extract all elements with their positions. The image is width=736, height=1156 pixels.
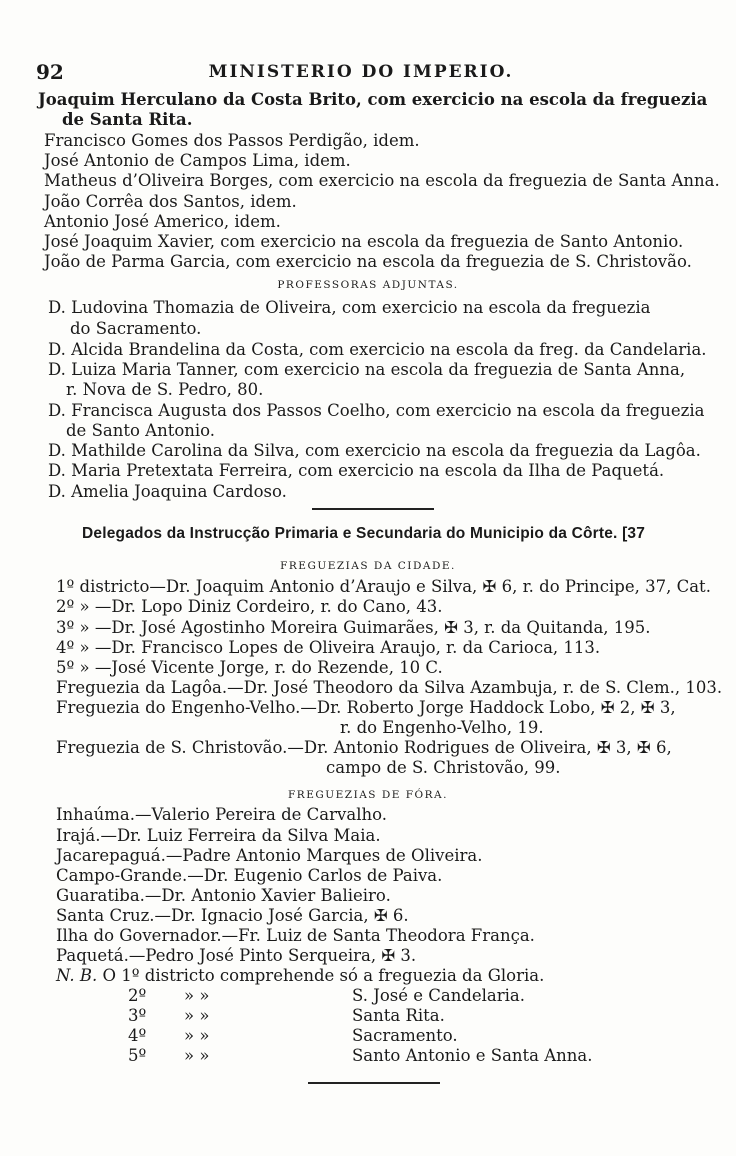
adjunta-line: D. Luiza Maria Tanner, com exercicio na escola da freguezia de Santa Anna, <box>48 360 686 379</box>
parish-line: Santa Cruz.—Dr. Ignacio José Garcia, ✠ 6. <box>56 906 409 925</box>
professor-line: Francisco Gomes dos Passos Perdigão, idem. <box>44 131 420 150</box>
professor-line: João Corrêa dos Santos, idem. <box>44 192 297 211</box>
delegados-heading: Delegados da Instrucção Primaria e Secundaria do Municipio da Côrte. [37 <box>82 525 646 542</box>
section-heading-fora: FREGUEZIAS DE FÓRA. <box>288 789 448 801</box>
district-line: 3º » —Dr. José Agostinho Moreira Guimarães, ✠ 3, r. da Quitanda, 195. <box>56 618 651 637</box>
adjunta-line: D. Ludovina Thomazia de Oliveira, com exercicio na escola da freguezia <box>48 298 651 317</box>
section-heading-cidade: FREGUEZIAS DA CIDADE. <box>280 560 456 572</box>
district-line: 2º » —Dr. Lopo Diniz Cordeiro, r. do Cano, 43. <box>56 597 443 616</box>
district-line: 1º districto—Dr. Joaquim Antonio d’Araujo e Silva, ✠ 6, r. do Principe, 37, Cat. <box>56 577 711 596</box>
adjunta-line: D. Alcida Brandelina da Costa, com exercicio na escola da freg. da Candelaria. <box>48 340 707 359</box>
district-line: 4º » —Dr. Francisco Lopes de Oliveira Araujo, r. da Carioca, 113. <box>56 638 601 657</box>
adjunta-line: r. Nova de S. Pedro, 80. <box>66 380 264 399</box>
adjunta-line: D. Mathilde Carolina da Silva, com exercicio na escola da freguezia da Lagôa. <box>48 441 701 460</box>
note-place: Santa Rita. <box>352 1006 445 1025</box>
note-line <box>56 966 544 986</box>
bottom-divider <box>308 1082 440 1084</box>
note-mark: » » <box>184 1046 210 1065</box>
district-line: r. do Engenho-Velho, 19. <box>340 718 544 737</box>
adjunta-line: do Sacramento. <box>70 319 202 338</box>
page-number: 92 <box>36 60 64 84</box>
note-num: 2º <box>128 986 147 1005</box>
parish-line: Guaratiba.—Dr. Antonio Xavier Balieiro. <box>56 886 391 905</box>
parish-line: Paquetá.—Pedro José Pinto Serqueira, ✠ 3. <box>56 946 417 965</box>
note-mark: » » <box>184 1006 210 1025</box>
note-num: 5º <box>128 1046 147 1065</box>
note-place: Santo Antonio e Santa Anna. <box>352 1046 593 1065</box>
note-place: S. José e Candelaria. <box>352 986 526 1005</box>
section-heading-adjuntas: PROFESSORAS ADJUNTAS. <box>277 279 459 291</box>
parish-line: Jacarepaguá.—Padre Antonio Marques de Oliveira. <box>56 846 483 865</box>
professor-line: José Joaquim Xavier, com exercicio na escola da freguezia de Santo Antonio. <box>44 232 684 251</box>
parish-line: Inhaúma.—Valerio Pereira de Carvalho. <box>56 805 387 824</box>
professor-line: José Antonio de Campos Lima, idem. <box>44 151 351 170</box>
note-place: Sacramento. <box>352 1026 458 1045</box>
parish-line: Irajá.—Dr. Luiz Ferreira da Silva Maia. <box>56 826 381 845</box>
note-num: 3º <box>128 1006 147 1025</box>
running-title: MINISTERIO DO IMPERIO. <box>208 62 514 82</box>
section-divider <box>312 508 434 510</box>
district-line: 5º » —José Vicente Jorge, r. do Rezende, 10 C. <box>56 658 443 677</box>
professor-line: João de Parma Garcia, com exercicio na escola da freguezia de S. Christovão. <box>44 252 692 271</box>
professor-line: Matheus d’Oliveira Borges, com exercicio na escola da freguezia de Santa Anna. <box>44 171 720 190</box>
adjunta-line: D. Maria Pretextata Ferreira, com exercicio na escola da Ilha de Paquetá. <box>48 461 665 480</box>
parish-line: Campo-Grande.—Dr. Eugenio Carlos de Paiva. <box>56 866 443 885</box>
page-header <box>36 60 686 86</box>
district-line: campo de S. Christovão, 99. <box>326 758 561 777</box>
adjunta-line: D. Amelia Joaquina Cardoso. <box>48 482 287 501</box>
professor-line: de Santa Rita. <box>62 110 193 129</box>
note-mark: » » <box>184 1026 210 1045</box>
district-line: Freguezia de S. Christovão.—Dr. Antonio Rodrigues de Oliveira, ✠ 3, ✠ 6, <box>56 738 672 757</box>
note-text: O 1º districto comprehende só a freguezia da Gloria. <box>102 966 545 985</box>
professor-line: Joaquim Herculano da Costa Brito, com exercicio na escola da freguezia <box>38 90 708 109</box>
note-prefix: N. B. <box>56 966 98 985</box>
note-mark: » » <box>184 986 210 1005</box>
district-line: Freguezia do Engenho-Velho.—Dr. Roberto Jorge Haddock Lobo, ✠ 2, ✠ 3, <box>56 698 676 717</box>
parish-line: Ilha do Governador.—Fr. Luiz de Santa Theodora França. <box>56 926 535 945</box>
note-num: 4º <box>128 1026 147 1045</box>
district-line: Freguezia da Lagôa.—Dr. José Theodoro da Silva Azambuja, r. de S. Clem., 103. <box>56 678 723 697</box>
professor-line: Antonio José Americo, idem. <box>44 212 281 231</box>
adjunta-line: de Santo Antonio. <box>66 421 216 440</box>
adjunta-line: D. Francisca Augusta dos Passos Coelho, com exercicio na escola da freguezia <box>48 401 705 420</box>
